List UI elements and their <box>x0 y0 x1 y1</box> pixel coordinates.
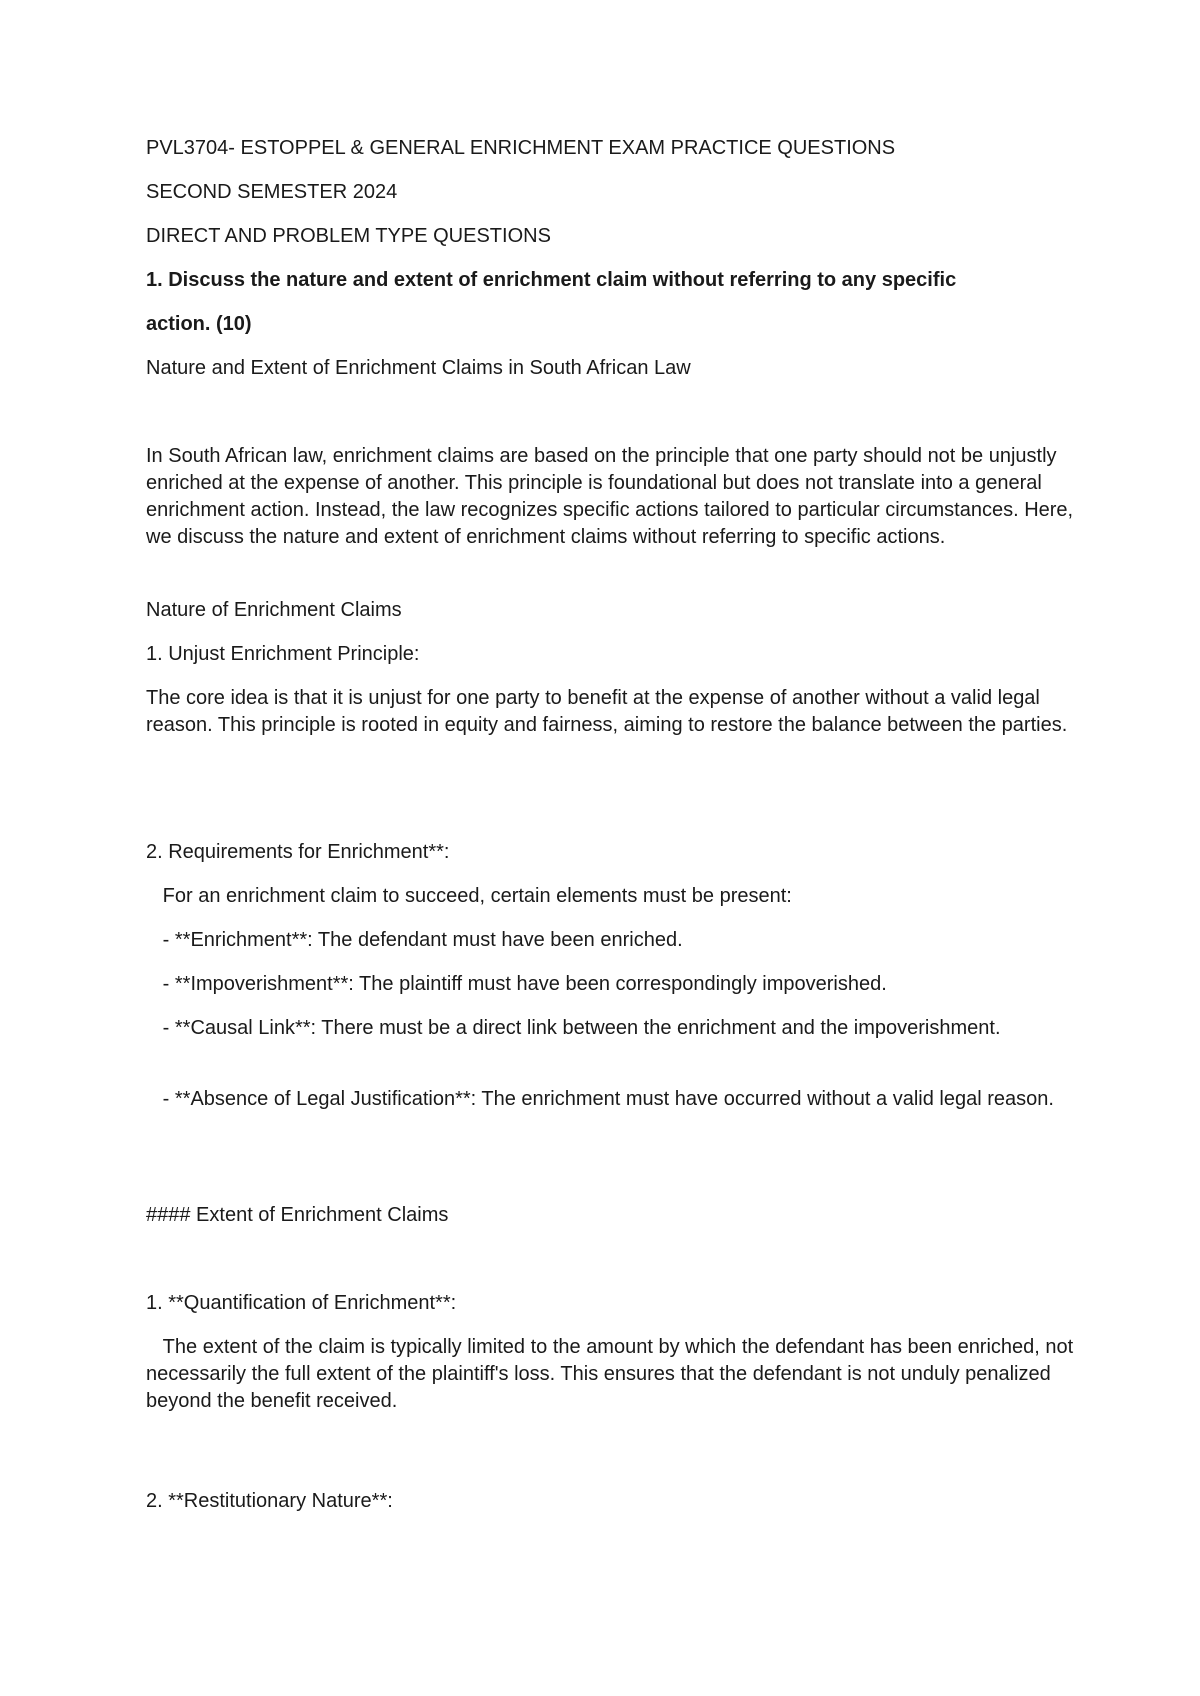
requirement-absence-justification: - **Absence of Legal Justification**: The enrichment must have occurred without a valid legal reason. <box>146 1088 1054 1110</box>
section-heading: DIRECT AND PROBLEM TYPE QUESTIONS <box>146 225 551 247</box>
quantification-paragraph: The extent of the claim is typically limited to the amount by which the defendant has been enriched, not necessarily the full extent of the plaintiff's loss. This ensures that the defendant is not unduly penalized beyond the benefit received. <box>146 1336 1079 1412</box>
answer-heading: Nature and Extent of Enrichment Claims in South African Law <box>146 357 691 379</box>
requirement-causal-link: - **Causal Link**: There must be a direct link between the enrichment and the impoverishment. <box>146 1017 1001 1039</box>
document-title: PVL3704- ESTOPPEL & GENERAL ENRICHMENT EXAM PRACTICE QUESTIONS <box>146 137 896 159</box>
semester-label: SECOND SEMESTER 2024 <box>146 181 398 203</box>
principle-paragraph: The core idea is that it is unjust for one party to benefit at the expense of another without a valid legal reason. This principle is rooted in equity and fairness, aiming to restore the balance between the parties. <box>146 687 1068 736</box>
nature-heading: Nature of Enrichment Claims <box>146 599 402 621</box>
question-line-1: 1. Discuss the nature and extent of enrichment claim without referring to any specific <box>146 269 957 291</box>
quantification-heading: 1. **Quantification of Enrichment**: <box>146 1292 457 1314</box>
principle-heading: 1. Unjust Enrichment Principle: <box>146 643 420 665</box>
restitutionary-heading: 2. **Restitutionary Nature**: <box>146 1490 393 1512</box>
intro-paragraph: In South African law, enrichment claims are based on the principle that one party should not be unjustly enriched at the expense of another. This principle is foundational but does not translate into a general enrichment action. Instead, the law recognizes specific actions tailored to particular circumstances. Here, we discuss the nature and extent of enrichment claims without referring to specific actions. <box>146 445 1079 548</box>
requirement-enrichment: - **Enrichment**: The defendant must have been enriched. <box>146 929 683 951</box>
question-line-2: action. (10) <box>146 313 252 335</box>
extent-heading: #### Extent of Enrichment Claims <box>146 1204 449 1226</box>
requirements-heading: 2. Requirements for Enrichment**: <box>146 841 450 863</box>
requirement-impoverishment: - **Impoverishment**: The plaintiff must have been correspondingly impoverished. <box>146 973 887 995</box>
requirements-intro: For an enrichment claim to succeed, certain elements must be present: <box>146 885 792 907</box>
